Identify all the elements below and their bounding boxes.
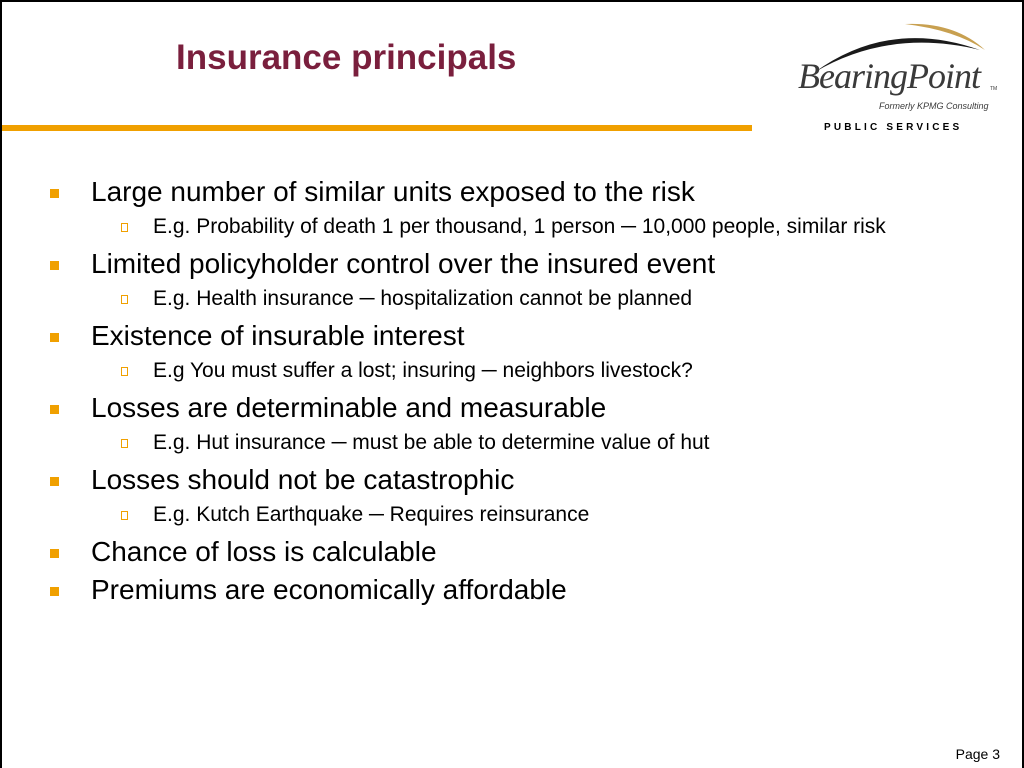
sub-bullet-item xyxy=(2,212,933,242)
logo-tagline: Formerly KPMG Consulting xyxy=(879,101,989,111)
square-bullet-icon xyxy=(50,549,59,558)
bullet-item xyxy=(2,462,1002,498)
page-number: Page 3 xyxy=(955,746,1000,762)
sub-bullet-item xyxy=(2,500,933,530)
sub-bullet-icon xyxy=(121,511,128,520)
square-bullet-icon xyxy=(50,333,59,342)
sub-bullet-icon xyxy=(121,295,128,304)
sub-bullet-text: E.g. Hut insurance ─ must be able to determine value of hut xyxy=(153,431,710,454)
sub-bullet-item xyxy=(2,428,933,458)
sub-bullet-text: E.g. Probability of death 1 per thousand, 1 person ─ 10,000 people, similar risk xyxy=(153,215,886,238)
square-bullet-icon xyxy=(50,477,59,486)
square-bullet-icon xyxy=(50,189,59,198)
bullet-text: Large number of similar units exposed to the risk xyxy=(91,176,695,207)
bullet-text: Limited policyholder control over the insured event xyxy=(91,248,716,279)
sub-bullet-icon xyxy=(121,223,128,232)
bullet-item xyxy=(2,174,1002,210)
square-bullet-icon xyxy=(50,261,59,270)
sub-bullet-icon xyxy=(121,367,128,376)
slide-title: Insurance principals xyxy=(176,38,517,77)
bearingpoint-logo xyxy=(795,20,1005,116)
logo-wordmark: BearingPoint xyxy=(798,56,980,96)
sub-bullet-item xyxy=(2,284,933,314)
bullet-list xyxy=(2,174,1002,610)
logo-trademark: TM xyxy=(990,86,998,92)
sub-bullet-text: E.g. Kutch Earthquake ─ Requires reinsurance xyxy=(153,503,590,526)
bullet-item xyxy=(2,572,1002,608)
bullet-item xyxy=(2,390,1002,426)
bullet-item xyxy=(2,318,1002,354)
sub-bullet-icon xyxy=(121,439,128,448)
bullet-text: Existence of insurable interest xyxy=(91,320,465,351)
square-bullet-icon xyxy=(50,587,59,596)
bullet-text: Losses should not be catastrophic xyxy=(91,464,515,495)
sub-bullet-text: E.g. Health insurance ─ hospitalization cannot be planned xyxy=(153,287,693,310)
bullet-text: Losses are determinable and measurable xyxy=(91,392,607,423)
bullet-text: Chance of loss is calculable xyxy=(91,536,437,567)
division-label: PUBLIC SERVICES xyxy=(824,122,963,133)
bullet-item xyxy=(2,246,1002,282)
bullet-text: Premiums are economically affordable xyxy=(91,574,567,605)
header-divider xyxy=(2,125,752,131)
sub-bullet-text: E.g You must suffer a lost; insuring ─ neighbors livestock? xyxy=(153,359,693,382)
sub-bullet-item xyxy=(2,356,933,386)
square-bullet-icon xyxy=(50,405,59,414)
bullet-item xyxy=(2,534,1002,570)
